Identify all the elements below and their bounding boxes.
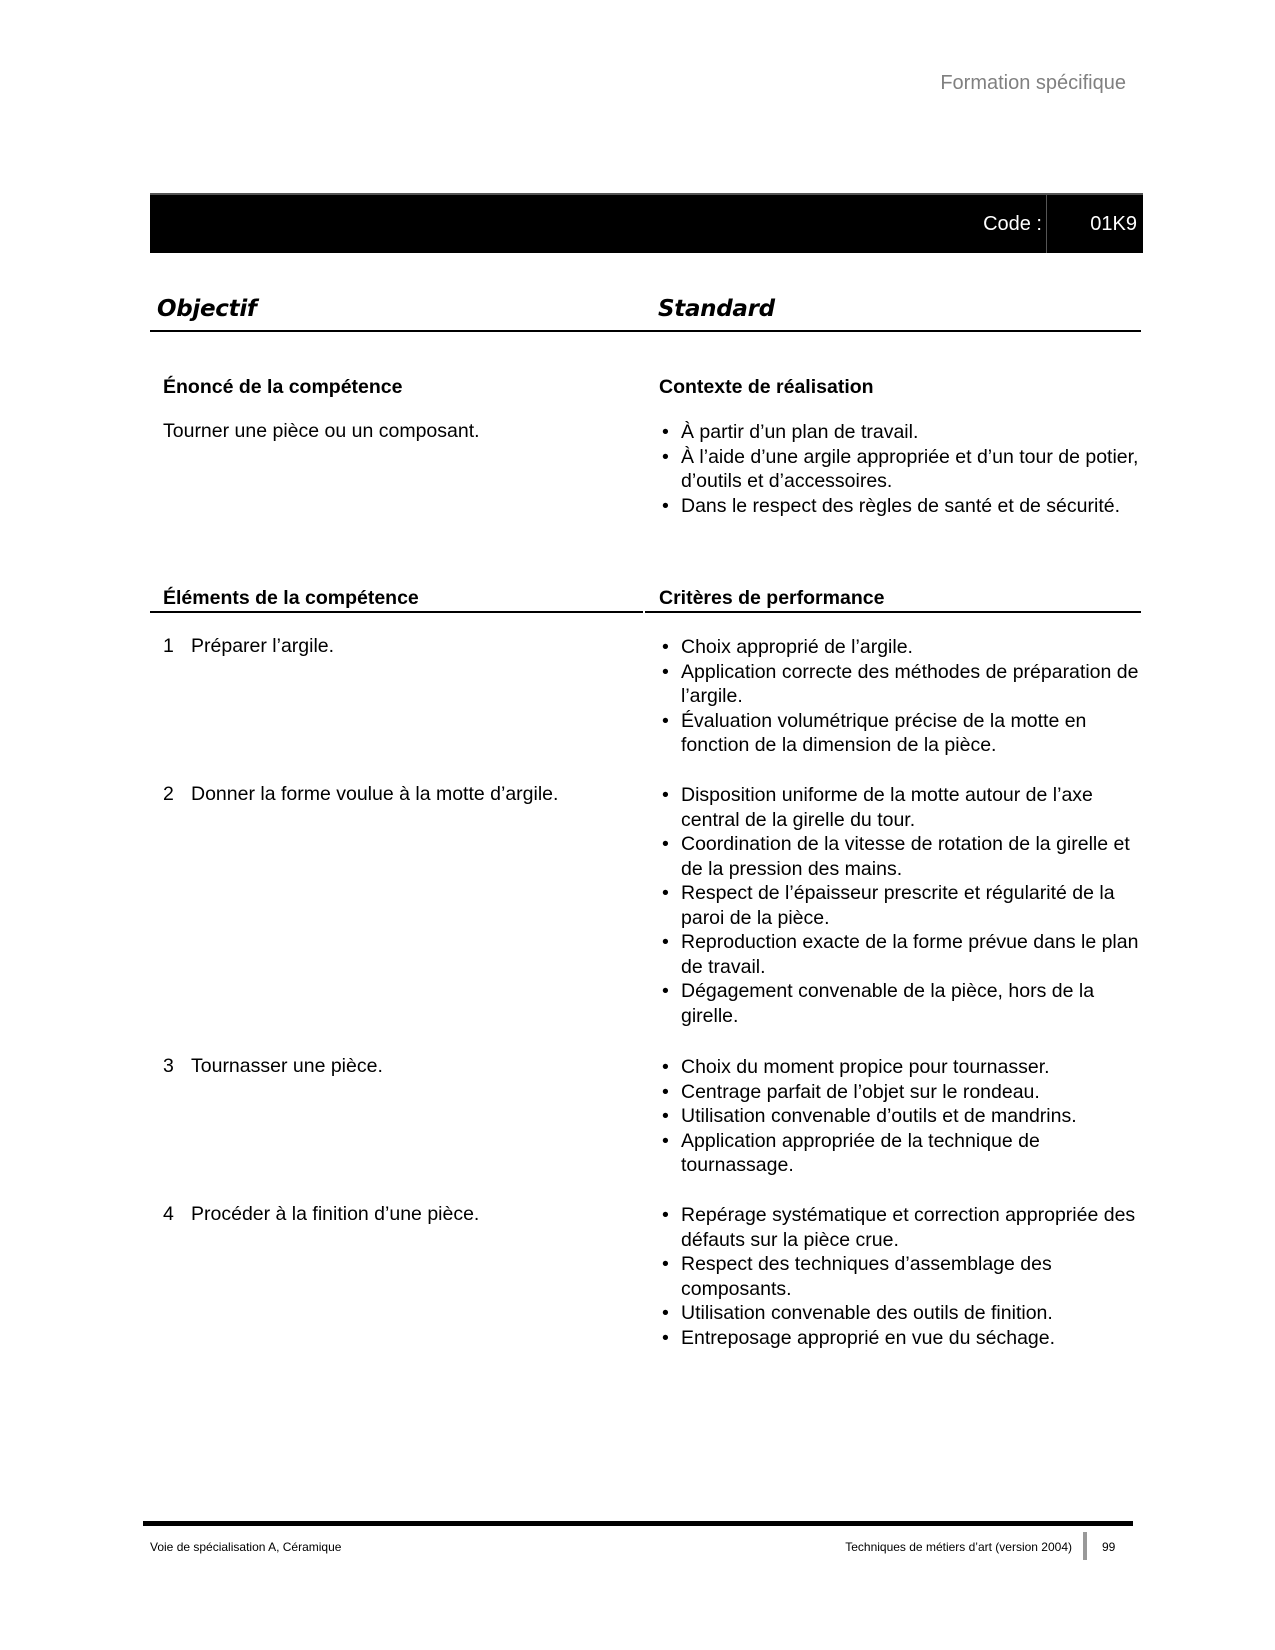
list-item: • Utilisation convenable des outils de finition.: [662, 1302, 1053, 1324]
list-item: • Évaluation volumétrique précise de la motte en fonction de la dimension de la pièce.: [662, 709, 1087, 756]
element-label: Procéder à la finition d’une pièce.: [191, 1203, 480, 1225]
bullet-icon: •: [662, 1056, 669, 1078]
element-number: 3: [163, 1055, 174, 1077]
element-row-3: [163, 1054, 383, 1079]
elements-rule: [150, 611, 643, 613]
context-heading: Contexte de réalisation: [659, 376, 874, 398]
criteria-list-3: [662, 1055, 1142, 1178]
bullet-icon: •: [662, 882, 669, 904]
code-label: Code :: [983, 213, 1042, 235]
objectif-title: Objectif: [157, 296, 257, 322]
list-item: • À l’aide d’une argile appropriée et d’un tour de potier, d’outils et d’accessoires.: [662, 445, 1139, 492]
bullet-icon: •: [662, 1204, 669, 1226]
bullet-icon: •: [662, 709, 669, 732]
bullet-icon: •: [662, 1105, 669, 1127]
standard-title: Standard: [658, 296, 775, 322]
bullet-icon: •: [662, 445, 669, 468]
element-row-2: [163, 782, 558, 807]
code-value: 01K9: [1090, 213, 1137, 235]
bullet-icon: •: [662, 931, 669, 953]
running-header: Formation spécifique: [940, 72, 1126, 94]
bullet-icon: •: [662, 494, 669, 517]
list-item: • Dégagement convenable de la pièce, hors de la girelle.: [662, 980, 1095, 1027]
list-item: • Entreposage approprié en vue du séchage.: [662, 1326, 1056, 1349]
element-label: Préparer l’argile.: [191, 635, 335, 657]
list-item: • Disposition uniforme de la motte autour de l’axe central de la girelle du tour.: [662, 784, 1093, 831]
footer-divider: [1083, 1532, 1087, 1560]
bullet-icon: •: [662, 833, 669, 855]
element-number: 1: [163, 635, 174, 657]
element-row-1: [163, 634, 334, 659]
list-item: • Centrage parfait de l’objet sur le rondeau.: [662, 1080, 1040, 1103]
list-item: • Coordination de la vitesse de rotation de la girelle et de la pression des mains.: [662, 833, 1130, 880]
list-item: • Choix approprié de l’argile.: [662, 636, 913, 658]
criteria-heading: Critères de performance: [659, 587, 885, 609]
element-number: 2: [163, 783, 174, 805]
bullet-icon: •: [662, 421, 669, 443]
bullet-icon: •: [662, 636, 669, 658]
list-item: • Respect des techniques d’assemblage des composants.: [662, 1253, 1052, 1300]
list-item: • Application appropriée de la technique de tournassage.: [662, 1129, 1040, 1176]
code-divider: [1046, 195, 1047, 253]
statement-text: Tourner une pièce ou un composant.: [163, 420, 480, 442]
list-item: • Dans le respect des règles de santé et de sécurité.: [662, 494, 1120, 517]
footer-rule: [143, 1521, 1133, 1526]
list-item: • À partir d’un plan de travail.: [662, 421, 919, 443]
footer-left-text: Voie de spécialisation A, Céramique: [150, 1540, 342, 1554]
bullet-icon: •: [662, 1129, 669, 1152]
element-label: Tournasser une pièce.: [191, 1055, 383, 1077]
list-item: • Respect de l’épaisseur prescrite et régularité de la paroi de la pièce.: [662, 882, 1115, 929]
elements-heading: Éléments de la compétence: [163, 587, 419, 609]
criteria-list-1: [662, 635, 1142, 758]
element-row-4: [163, 1202, 479, 1227]
list-item: • Application correcte des méthodes de préparation de l’argile.: [662, 660, 1139, 707]
code-bar: [150, 193, 1143, 253]
criteria-list-4: [662, 1203, 1142, 1350]
element-number: 4: [163, 1203, 174, 1225]
context-list: [662, 420, 1142, 518]
list-item: • Utilisation convenable d’outils et de mandrins.: [662, 1105, 1077, 1127]
list-item: • Reproduction exacte de la forme prévue dans le plan de travail.: [662, 931, 1139, 978]
criteria-list-2: [662, 783, 1142, 1028]
bullet-icon: •: [662, 784, 669, 806]
criteria-rule: [645, 611, 1141, 613]
bullet-icon: •: [662, 980, 669, 1002]
title-rule: [150, 330, 1141, 332]
statement-heading: Énoncé de la compétence: [163, 376, 403, 398]
bullet-icon: •: [662, 1326, 669, 1349]
element-label: Donner la forme voulue à la motte d’argile.: [191, 783, 559, 805]
footer-document-title: Techniques de métiers d’art (version 2004): [845, 1540, 1072, 1554]
bullet-icon: •: [662, 660, 669, 683]
bullet-icon: •: [662, 1253, 669, 1275]
page-number: 99: [1102, 1540, 1116, 1554]
bullet-icon: •: [662, 1080, 669, 1103]
list-item: • Repérage systématique et correction appropriée des défauts sur la pièce crue.: [662, 1204, 1136, 1251]
list-item: • Choix du moment propice pour tournasser.: [662, 1056, 1050, 1078]
bullet-icon: •: [662, 1302, 669, 1324]
